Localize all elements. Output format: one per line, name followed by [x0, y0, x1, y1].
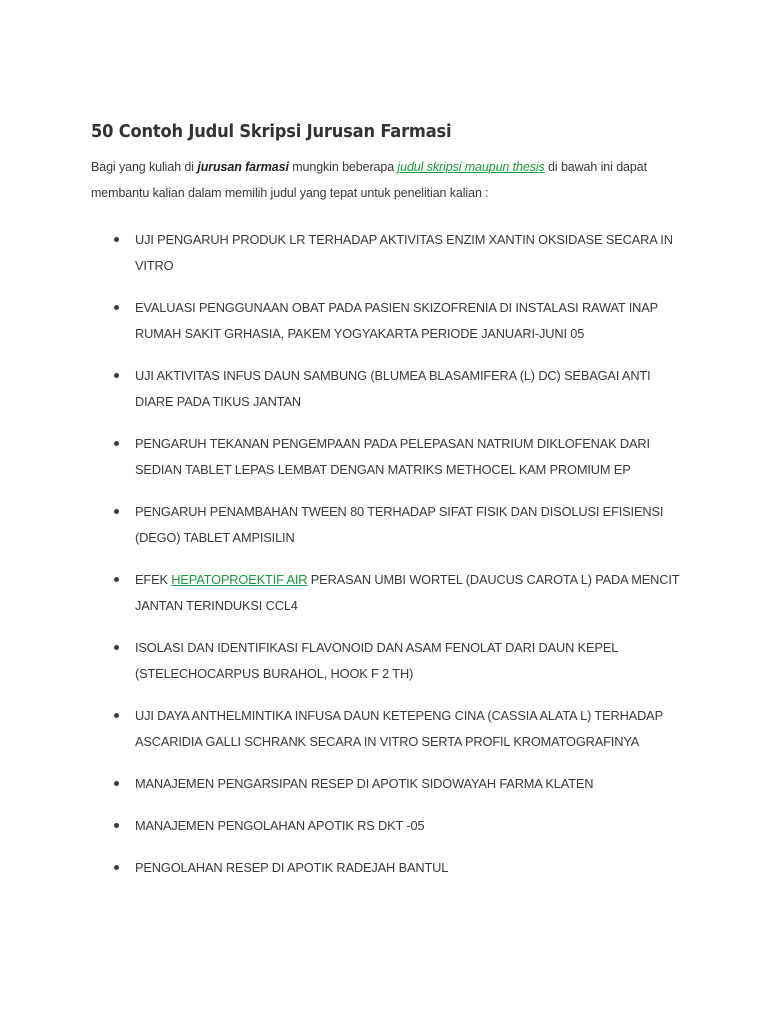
intro-text-middle: mungkin beberapa	[288, 159, 398, 174]
intro-text-start: Bagi yang kuliah di	[91, 159, 198, 174]
bullet-icon	[114, 237, 119, 242]
list-item	[91, 771, 691, 797]
list-item-text-start: EFEK	[135, 572, 172, 587]
intro-paragraph	[91, 154, 686, 206]
list-item-text: ISOLASI DAN IDENTIFIKASI FLAVONOID DAN ASAM FENOLAT DARI DAUN KEPEL (STELECHOCARPUS BURAHOL, HOOK F 2 TH)	[135, 640, 618, 681]
bullet-icon	[114, 865, 119, 870]
list-item-text: MANAJEMEN PENGARSIPAN RESEP DI APOTIK SIDOWAYAH FARMA KLATEN	[135, 776, 594, 791]
list-item	[91, 813, 691, 839]
hepatoproektif-link[interactable]: HEPATOPROEKTIF AIR	[171, 572, 308, 587]
list-item	[91, 855, 691, 881]
bullet-icon	[114, 781, 119, 786]
list-item	[91, 431, 691, 483]
bullet-icon	[114, 713, 119, 718]
list-item-text: PENGARUH TEKANAN PENGEMPAAN PADA PELEPASAN NATRIUM DIKLOFENAK DARI SEDIAN TABLET LEPAS LEMBAT DENGAN MATRIKS METHOCEL KAM PROMIUM EP	[135, 436, 650, 477]
bullet-icon	[114, 577, 119, 582]
list-item-text: EVALUASI PENGGUNAAN OBAT PADA PASIEN SKIZOFRENIA DI INSTALASI RAWAT INAP RUMAH SAKIT GRHASIA, PAKEM YOGYAKARTA PERIODE JANUARI-JUNI 05	[135, 300, 658, 341]
bullet-icon	[114, 373, 119, 378]
list-item	[91, 567, 691, 619]
list-item-text-end: PERASAN UMBI WORTEL (DAUCUS CAROTA L) PADA MENCIT JANTAN TERINDUKSI CCL4	[135, 572, 680, 613]
list-item-text: PENGOLAHAN RESEP DI APOTIK RADEJAH BANTUL	[135, 860, 449, 875]
bullet-icon	[114, 509, 119, 514]
list-item-text: UJI DAYA ANTHELMINTIKA INFUSA DAUN KETEPENG CINA (CASSIA ALATA L) TERHADAP ASCARIDIA GALLI SCHRANK SECARA IN VITRO SERTA PROFIL KROMATOGRAFINYA	[135, 708, 663, 749]
page-title: 50 Contoh Judul Skripsi Jurusan Farmasi	[91, 122, 452, 142]
bullet-icon	[114, 823, 119, 828]
thesis-link[interactable]: judul skripsi maupun thesis	[397, 159, 545, 174]
intro-emphasis: jurusan farmasi	[197, 159, 289, 174]
thesis-title-list	[91, 227, 691, 881]
list-item-text: UJI PENGARUH PRODUK LR TERHADAP AKTIVITAS ENZIM XANTIN OKSIDASE SECARA IN VITRO	[135, 232, 673, 273]
article	[91, 122, 691, 897]
list-item-text	[135, 567, 687, 619]
list-item	[91, 227, 691, 279]
bullet-icon	[114, 441, 119, 446]
bullet-icon	[114, 305, 119, 310]
list-item	[91, 703, 691, 755]
list-item-text: UJI AKTIVITAS INFUS DAUN SAMBUNG (BLUMEA BLASAMIFERA (L) DC) SEBAGAI ANTI DIARE PADA TIKUS JANTAN	[135, 368, 651, 409]
list-item-text: MANAJEMEN PENGOLAHAN APOTIK RS DKT -05	[135, 818, 425, 833]
list-item	[91, 635, 691, 687]
list-item-text: PENGARUH PENAMBAHAN TWEEN 80 TERHADAP SIFAT FISIK DAN DISOLUSI EFISIENSI (DEGO) TABLET AMPISILIN	[135, 504, 664, 545]
list-item	[91, 499, 691, 551]
list-item	[91, 295, 691, 347]
bullet-icon	[114, 645, 119, 650]
intro-text-end: di bawah ini dapat membantu kalian dalam memilih judul yang tepat untuk penelitian kalian :	[91, 159, 647, 200]
list-item	[91, 363, 691, 415]
